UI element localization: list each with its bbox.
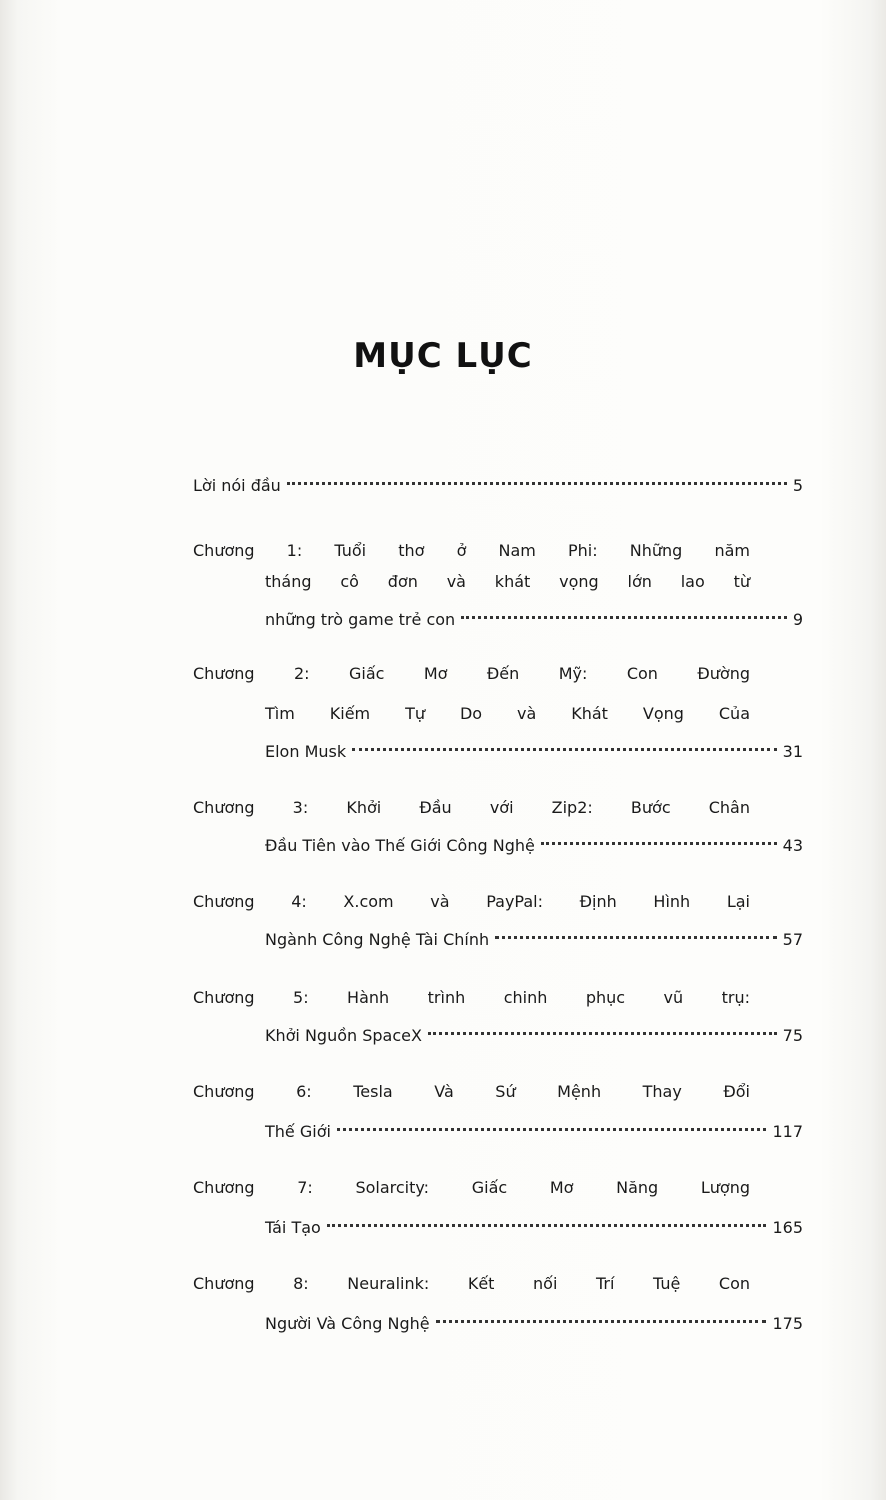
leader-dots: [428, 1032, 777, 1035]
toc-page-number: 43: [782, 836, 803, 855]
toc-entry-title-line-1: Chương 1: Tuổi thơ ở Nam Phi: Những năm: [193, 541, 750, 560]
toc-entry-chapter-5-line-2: [265, 1026, 803, 1045]
toc-entry-chapter-6: [193, 1082, 750, 1101]
leader-dots: [287, 482, 787, 485]
toc-entry-chapter-6-line-2: [265, 1122, 803, 1141]
toc-entry-intro: [193, 476, 803, 495]
leader-dots: [436, 1320, 767, 1323]
toc-entry-chapter-8: [193, 1274, 750, 1293]
toc-entry-chapter-2: [193, 664, 750, 683]
toc-entry-title: Lời nói đầu: [193, 476, 281, 495]
toc-entry-title-line-2: Người Và Công Nghệ: [265, 1314, 430, 1333]
toc-entry-chapter-4-line-2: [265, 930, 803, 949]
toc-entry-chapter-4: [193, 892, 750, 911]
toc-entry-title-line-1: Chương 5: Hành trình chinh phục vũ trụ:: [193, 988, 750, 1007]
toc-entry-chapter-5: [193, 988, 750, 1007]
toc-entry-title-line-2: Khởi Nguồn SpaceX: [265, 1026, 422, 1045]
leader-dots: [337, 1128, 767, 1131]
leader-dots: [541, 842, 777, 845]
toc-entry-title-line-1: Chương 3: Khởi Đầu với Zip2: Bước Chân: [193, 798, 750, 817]
toc-entry-chapter-3: [193, 798, 750, 817]
leader-dots: [461, 616, 787, 619]
toc-entry-chapter-1-line-2: [265, 572, 750, 591]
toc-page-number: 31: [782, 742, 803, 761]
toc-entry-chapter-1: [193, 530, 750, 571]
toc-entry-title-line-2: Tìm Kiếm Tự Do và Khát Vọng Của: [265, 704, 750, 723]
toc-entry-chapter-1-line-3: [265, 610, 803, 629]
leader-dots: [327, 1224, 767, 1227]
toc-entry-title-line-2: Đầu Tiên vào Thế Giới Công Nghệ: [265, 836, 535, 855]
toc-entry-chapter-8-line-2: [265, 1314, 803, 1333]
toc-page-number: 75: [782, 1026, 803, 1045]
toc-entry-title-line-1: Chương 8: Neuralink: Kết nối Trí Tuệ Con: [193, 1274, 750, 1293]
toc-entry-chapter-3-line-2: [265, 836, 803, 855]
toc-page-number: 165: [772, 1218, 803, 1237]
toc-entry-title-line-1: Chương 6: Tesla Và Sứ Mệnh Thay Đổi: [193, 1082, 750, 1101]
toc-entry-title-line-3: những trò game trẻ con: [265, 610, 456, 629]
page-title: MỤC LỤC: [353, 336, 533, 376]
toc-page-number: 117: [772, 1122, 803, 1141]
toc-page-number: 5: [792, 476, 803, 495]
toc-entry-title-line-1: Chương 4: X.com và PayPal: Định Hình Lại: [193, 892, 750, 911]
toc-entry-title-line-2: tháng cô đơn và khát vọng lớn lao từ: [265, 572, 750, 591]
toc-page-number: 57: [782, 930, 803, 949]
toc-page-number: 9: [792, 610, 803, 629]
toc-entry-title-line-2: Ngành Công Nghệ Tài Chính: [265, 930, 490, 949]
toc-entry-title-line-2: Tái Tạo: [265, 1218, 321, 1237]
leader-dots: [495, 936, 777, 939]
toc-entry-chapter-7-line-2: [265, 1218, 803, 1237]
leader-dots: [352, 748, 777, 751]
toc-entry-title-line-1: Chương 2: Giấc Mơ Đến Mỹ: Con Đường: [193, 664, 750, 683]
toc-entry-title-line-3: Elon Musk: [265, 742, 347, 761]
toc-entry-title-line-1: Chương 7: Solarcity: Giấc Mơ Năng Lượng: [193, 1178, 750, 1197]
toc-entry-chapter-2-line-3: [265, 742, 803, 761]
toc-entry-chapter-2-line-2: [265, 704, 750, 723]
toc-entry-chapter-7: [193, 1178, 750, 1197]
toc-page-number: 175: [772, 1314, 803, 1333]
toc-entry-title-line-2: Thế Giới: [265, 1122, 331, 1141]
